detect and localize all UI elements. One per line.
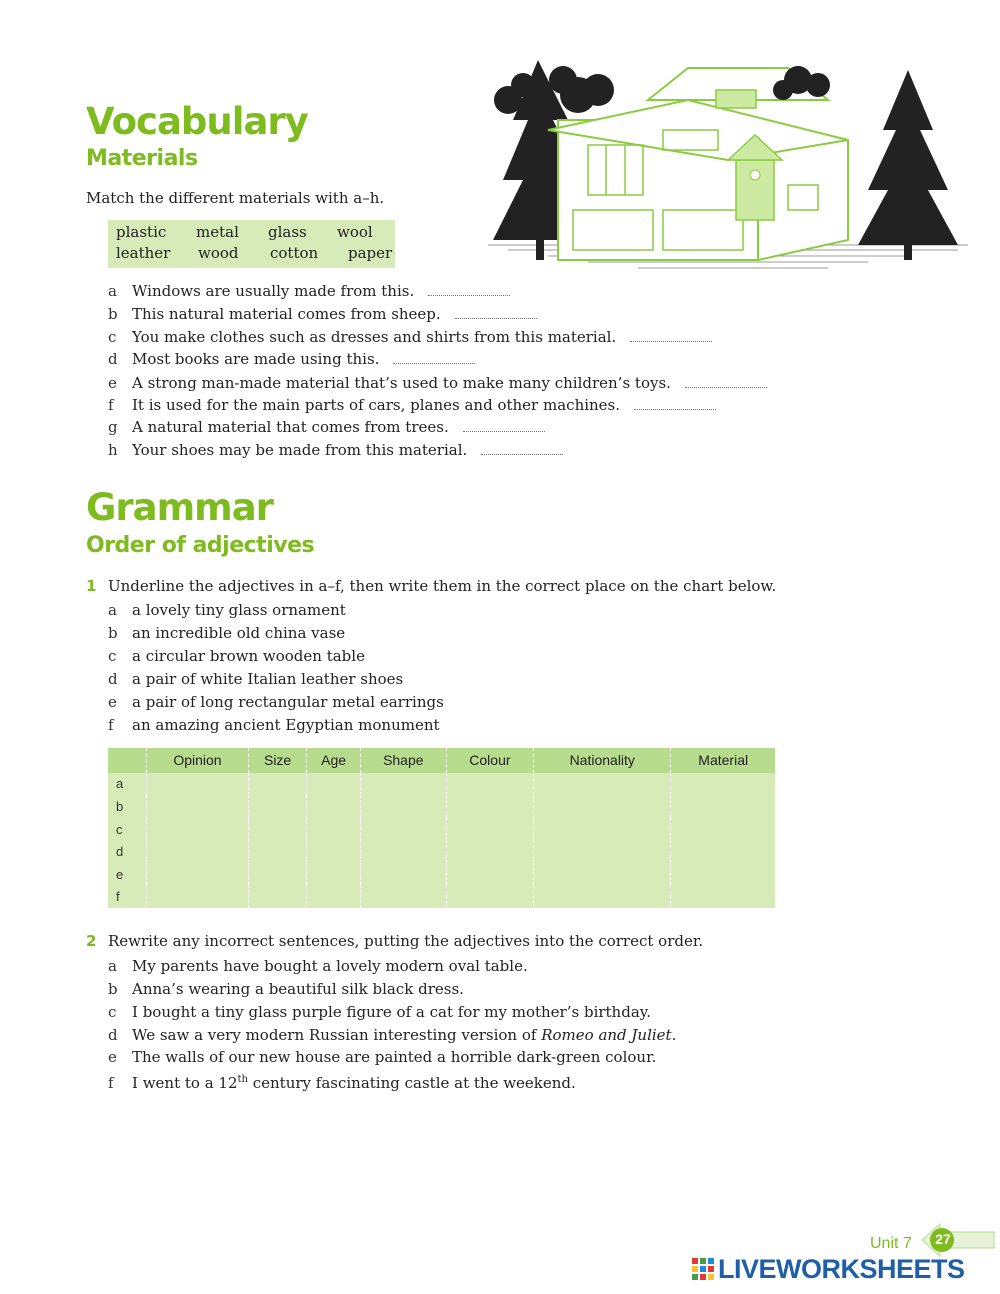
liveworksheets-brand: LIVEWORKSHEETS [718, 1254, 965, 1284]
adjective-order-chart [108, 748, 775, 908]
chart-cell[interactable] [147, 863, 249, 886]
row-label: e [108, 863, 147, 886]
list-item: a a lovely tiny glass ornament [108, 601, 346, 619]
list-item: b an incredible old china vase [108, 624, 346, 642]
column-header: Size [248, 748, 306, 773]
chart-cell[interactable] [534, 818, 671, 841]
chart-cell[interactable] [360, 840, 446, 863]
answer-blank[interactable] [455, 308, 537, 319]
list-item: f It is used for the main parts of cars, planes and other machines. [108, 396, 716, 414]
chart-cell[interactable] [360, 885, 446, 908]
row-label: a [108, 773, 147, 796]
chart-cell[interactable] [671, 885, 775, 908]
row-label: d [108, 840, 147, 863]
unit-label: Unit 7 [870, 1235, 912, 1252]
row-label: c [108, 818, 147, 841]
word: leather [116, 244, 171, 262]
table-row [108, 818, 775, 841]
column-header: Shape [360, 748, 446, 773]
list-item: c I bought a tiny glass purple figure of a cat for my mother’s birthday. [108, 1003, 652, 1021]
chart-cell[interactable] [307, 840, 361, 863]
exercise-number: 2 [86, 932, 97, 950]
chart-cell[interactable] [360, 863, 446, 886]
word: wood [198, 244, 239, 262]
chart-cell[interactable] [248, 773, 306, 796]
chart-cell[interactable] [534, 885, 671, 908]
chart-cell[interactable] [360, 818, 446, 841]
chart-cell[interactable] [671, 840, 775, 863]
liveworksheets-logo-icon [692, 1258, 714, 1280]
table-row [108, 863, 775, 886]
chart-cell[interactable] [307, 818, 361, 841]
vocabulary-subtitle: Materials [86, 146, 198, 171]
chart-cell[interactable] [446, 818, 533, 841]
table-row [108, 840, 775, 863]
chart-cell[interactable] [446, 885, 533, 908]
answer-blank[interactable] [481, 444, 563, 455]
house-illustration [488, 60, 973, 280]
column-header: Nationality [534, 748, 671, 773]
chart-cell[interactable] [248, 795, 306, 818]
chart-cell[interactable] [147, 818, 249, 841]
chart-cell[interactable] [360, 795, 446, 818]
list-item: c a circular brown wooden table [108, 647, 365, 665]
list-item: h Your shoes may be made from this material. [108, 441, 563, 459]
answer-blank[interactable] [463, 421, 545, 432]
chart-cell[interactable] [147, 795, 249, 818]
column-header: Age [307, 748, 361, 773]
list-item: e A strong man-made material that’s used to make many children’s toys. [108, 374, 767, 392]
list-item: f an amazing ancient Egyptian monument [108, 716, 440, 734]
list-item: a My parents have bought a lovely modern oval table. [108, 957, 528, 975]
list-item: a Windows are usually made from this. [108, 282, 510, 300]
page-number: 27 [935, 1231, 951, 1247]
list-item: e a pair of long rectangular metal earrings [108, 693, 444, 711]
list-item: b This natural material comes from sheep. [108, 305, 537, 323]
material-word-box [108, 220, 395, 268]
chart-cell[interactable] [307, 885, 361, 908]
chart-cell[interactable] [147, 773, 249, 796]
chart-cell[interactable] [360, 773, 446, 796]
vocabulary-instruction: Match the different materials with a–h. [86, 189, 385, 207]
chart-cell[interactable] [671, 795, 775, 818]
chart-header-row [108, 748, 775, 773]
list-item: f I went to a 12th century fascinating castle at the weekend. [108, 1074, 576, 1092]
answer-blank[interactable] [393, 353, 475, 364]
answer-blank[interactable] [630, 331, 712, 342]
row-label: b [108, 795, 147, 818]
chart-cell[interactable] [248, 840, 306, 863]
list-item: d We saw a very modern Russian interesting version of Romeo and Juliet. [108, 1026, 677, 1044]
word: plastic [116, 223, 167, 241]
list-item: d a pair of white Italian leather shoes [108, 670, 404, 688]
list-item: d Most books are made using this. [108, 350, 475, 368]
list-item: b Anna’s wearing a beautiful silk black dress. [108, 980, 464, 998]
chart-cell[interactable] [446, 795, 533, 818]
word: glass [268, 223, 307, 241]
answer-blank[interactable] [634, 399, 716, 410]
chart-cell[interactable] [307, 773, 361, 796]
chart-cell[interactable] [534, 795, 671, 818]
chart-cell[interactable] [534, 863, 671, 886]
exercise1-instruction: Underline the adjectives in a–f, then write them in the correct place on the chart below. [108, 577, 777, 595]
chart-cell[interactable] [446, 773, 533, 796]
chart-cell[interactable] [248, 818, 306, 841]
chart-cell[interactable] [147, 840, 249, 863]
table-row [108, 885, 775, 908]
word: cotton [270, 244, 319, 262]
row-label: f [108, 885, 147, 908]
chart-cell[interactable] [248, 885, 306, 908]
chart-cell[interactable] [534, 840, 671, 863]
chart-cell[interactable] [446, 840, 533, 863]
column-header: Colour [446, 748, 533, 773]
list-item: c You make clothes such as dresses and shirts from this material. [108, 328, 712, 346]
word: metal [196, 223, 239, 241]
chart-cell[interactable] [671, 863, 775, 886]
chart-cell[interactable] [671, 818, 775, 841]
table-row [108, 795, 775, 818]
exercise2-instruction: Rewrite any incorrect sentences, putting the adjectives into the correct order. [108, 932, 704, 950]
exercise-number: 1 [86, 577, 97, 595]
chart-cell[interactable] [671, 773, 775, 796]
list-item: g A natural material that comes from trees. [108, 418, 545, 436]
chart-cell[interactable] [248, 863, 306, 886]
chart-cell[interactable] [307, 863, 361, 886]
chart-cell[interactable] [446, 863, 533, 886]
vocabulary-title: Vocabulary [86, 100, 308, 143]
answer-blank[interactable] [428, 285, 510, 296]
column-header: Material [671, 748, 775, 773]
grammar-title: Grammar [86, 486, 273, 529]
grammar-subtitle: Order of adjectives [86, 533, 315, 558]
word: wool [337, 223, 373, 241]
word: paper [348, 244, 393, 262]
chart-cell[interactable] [307, 795, 361, 818]
column-header: Opinion [147, 748, 249, 773]
chart-cell[interactable] [534, 773, 671, 796]
answer-blank[interactable] [685, 377, 767, 388]
chart-cell[interactable] [147, 885, 249, 908]
list-item: e The walls of our new house are painted a horrible dark-green colour. [108, 1048, 657, 1066]
table-row [108, 773, 775, 796]
